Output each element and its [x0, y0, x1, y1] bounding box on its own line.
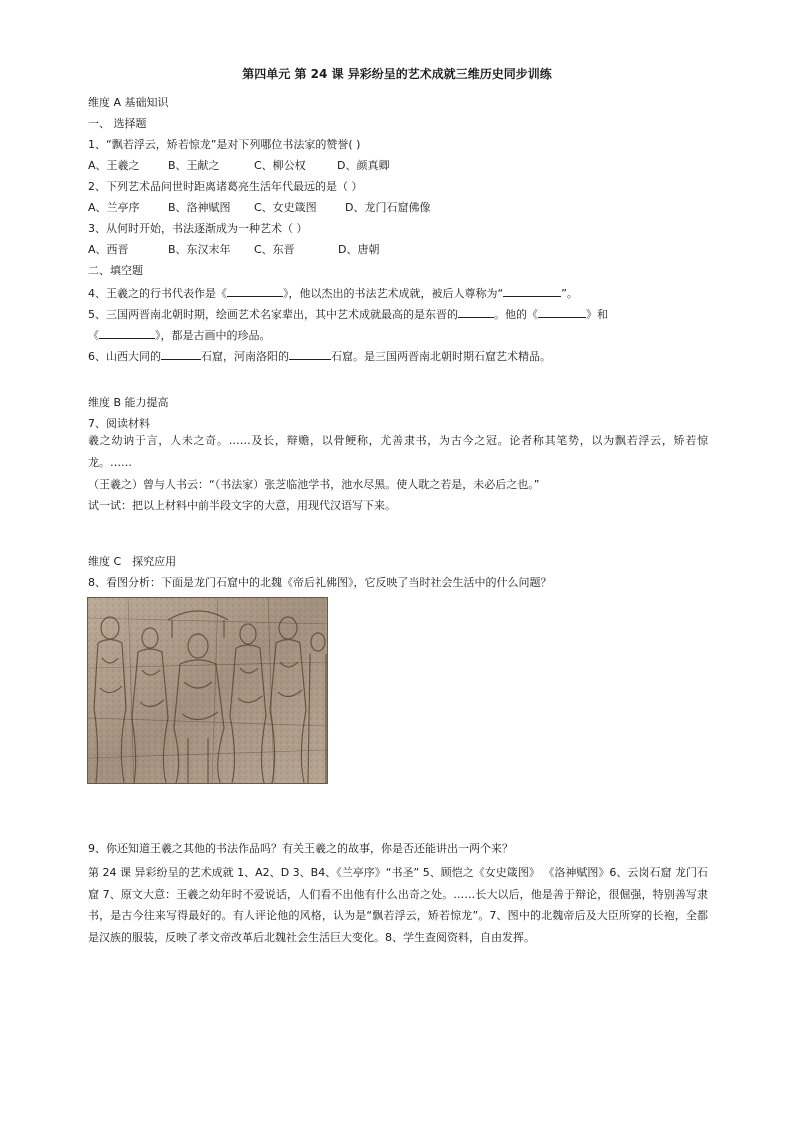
q5-text-d: 《	[88, 329, 99, 342]
q4-blank-2[interactable]	[503, 285, 561, 297]
question-5-cont	[88, 327, 271, 343]
option-a: A、王羲之	[88, 159, 140, 172]
question-6	[88, 348, 551, 364]
option-c: C、柳公权	[254, 159, 306, 172]
question-1-options	[88, 159, 389, 173]
option-d: D、龙门石窟佛像	[345, 201, 431, 214]
q4-text-a: 4、王羲之的行书代表作是《	[88, 287, 227, 300]
option-d: D、唐朝	[338, 243, 380, 256]
option-d: D、颜真卿	[337, 159, 390, 172]
q5-blank-3[interactable]	[99, 327, 155, 339]
q6-blank-1[interactable]	[161, 348, 201, 360]
part-fill-heading: 二、填空题	[88, 264, 143, 277]
question-5	[88, 306, 608, 322]
section-b-heading: 维度 B 能力提高	[88, 396, 169, 409]
question-3-options	[88, 243, 379, 257]
reading-material-1: 羲之幼讷于言，人未之奇。……及长，辩赡，以骨鲠称，尤善隶书，为古今之冠。论者称其笔势，以为飘若浮云，矫若惊龙。……	[88, 434, 708, 469]
q5-text-b: 。他的《	[494, 308, 538, 321]
option-b: B、东汉末年	[168, 243, 231, 256]
question-7-task: 试一试：把以上材料中前半段文字的大意，用现代汉语写下来。	[88, 499, 396, 512]
option-b: B、洛神赋图	[168, 201, 231, 214]
section-c-heading: 维度 C 探究应用	[88, 555, 177, 568]
q5-text-e: 》，都是古画中的珍品。	[155, 329, 271, 342]
option-c: C、女史箴图	[254, 201, 317, 214]
page-title: 第四单元 第 24 课 异彩纷呈的艺术成就三维历史同步训练	[242, 67, 552, 81]
option-a: A、西晋	[88, 243, 129, 256]
q4-text-b: 》，他以杰出的书法艺术成就，被后人尊称为“	[283, 287, 504, 300]
relief-image	[87, 597, 328, 784]
question-7: 7、阅读材料	[88, 417, 150, 430]
option-c: C、东晋	[254, 243, 295, 256]
q6-text-c: 石窟。是三国两晋南北朝时期石窟艺术精品。	[331, 350, 551, 363]
option-a: A、兰亭序	[88, 201, 140, 214]
question-4	[88, 285, 578, 301]
answer-key: 第 24 课 异彩纷呈的艺术成就 1、A2、D 3、B4、《兰亭序》“书圣” 5、顾恺之《女史箴图》 《洛神赋图》6、云岗石窟 龙门石窟 7、原文大意：王羲之幼年时不爱说话，人们看不出他有什么出奇之处。……长大以后，他是善于辩论，很倔强，特别善写隶书，是古今往来写得最好的。有人评论他的风格，认为是“飘若浮云，矫若惊龙”。7、图中的北魏帝后及大臣所穿的长袍，全都是汉族的服装，反映了孝文帝改革后北魏社会生活巨大变化。8、学生查阅资料，自由发挥。	[88, 866, 708, 944]
question-3: 3、从何时开始，书法逐渐成为一种艺术（ ）	[88, 222, 308, 235]
q5-blank-1[interactable]	[458, 306, 494, 318]
part-choice-heading: 一、 选择题	[88, 117, 147, 130]
q6-blank-2[interactable]	[289, 348, 331, 360]
q5-blank-2[interactable]	[538, 306, 586, 318]
reading-material-2: （王羲之）曾与人书云：“（书法家）张芝临池学书，池水尽黑。使人耽之若是，未必后之也。”	[88, 478, 540, 491]
question-9: 9、你还知道王羲之其他的书法作品吗？有关王羲之的故事，你是否还能讲出一两个来？	[88, 842, 513, 855]
q5-text-c: 》和	[586, 308, 608, 321]
question-8: 8、看图分析：下面是龙门石窟中的北魏《帝后礼佛图》，它反映了当时社会生活中的什么问题？	[88, 576, 552, 589]
q6-text-a: 6、山西大同的	[88, 350, 161, 363]
relief-artwork	[88, 598, 327, 783]
q6-text-b: 石窟，河南洛阳的	[201, 350, 289, 363]
q5-text-a: 5、三国两晋南北朝时期，绘画艺术名家辈出，其中艺术成就最高的是东晋的	[88, 308, 458, 321]
q4-blank-1[interactable]	[227, 285, 283, 297]
question-2-options	[88, 201, 430, 215]
q4-text-c: ”。	[561, 287, 578, 300]
section-a-heading: 维度 A 基础知识	[88, 96, 169, 109]
question-2: 2、下列艺术品问世时距离诸葛亮生活年代最远的是（ ）	[88, 180, 363, 193]
question-1: 1、“飘若浮云，矫若惊龙”是对下列哪位书法家的赞誉( )	[88, 138, 361, 151]
option-b: B、王献之	[168, 159, 220, 172]
